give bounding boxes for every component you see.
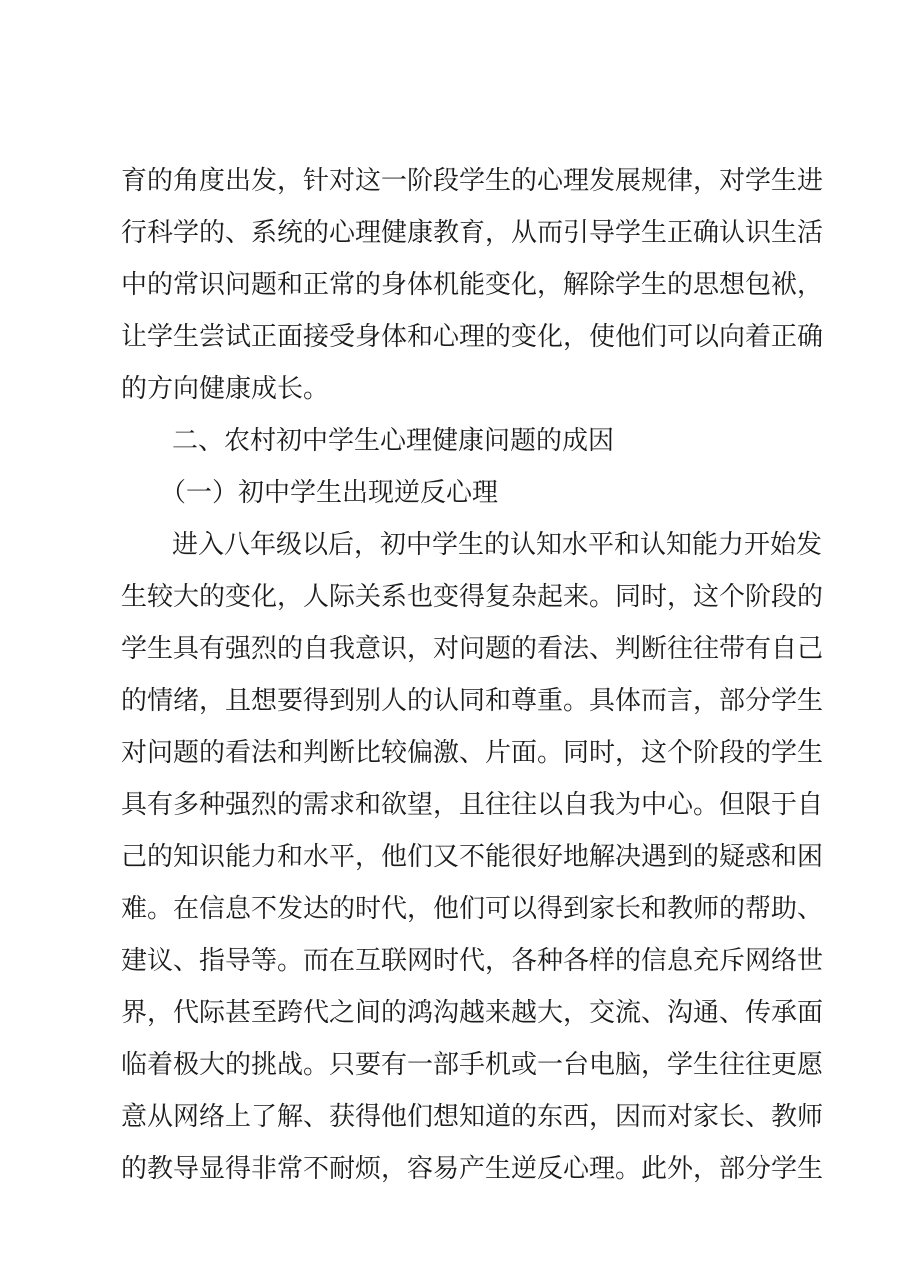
paragraph-line: 己的知识能力和水平，他们又不能很好地解决遇到的疑惑和困	[121, 842, 824, 872]
paragraph-line: 难。在信息不发达的时代，他们可以得到家长和教师的帮助、	[121, 894, 824, 924]
paragraph-line: 中的常识问题和正常的身体机能变化，解除学生的思想包袱，	[121, 270, 824, 300]
paragraph-line: 意从网络上了解、获得他们想知道的东西，因而对家长、教师	[121, 1102, 824, 1132]
paragraph-line: 对问题的看法和判断比较偏激、片面。同时，这个阶段的学生	[121, 738, 824, 768]
paragraph-line: 临着极大的挑战。只要有一部手机或一台电脑，学生往往更愿	[121, 1050, 824, 1080]
paragraph-line: 的方向健康成长。	[121, 374, 330, 404]
paragraph-line: 界，代际甚至跨代之间的鸿沟越来越大，交流、沟通、传承面	[121, 998, 824, 1028]
paragraph-line: 的情绪，且想要得到别人的认同和尊重。具体而言，部分学生	[121, 686, 824, 716]
paragraph-line: 行科学的、系统的心理健康教育，从而引导学生正确认识生活	[121, 218, 824, 248]
paragraph-line: 生较大的变化，人际关系也变得复杂起来。同时，这个阶段的	[121, 582, 824, 612]
paragraph-line: 的教导显得非常不耐烦，容易产生逆反心理。此外，部分学生	[121, 1154, 824, 1184]
paragraph-line: 进入八年级以后，初中学生的认知水平和认知能力开始发	[172, 530, 823, 560]
paragraph-line: 学生具有强烈的自我意识，对问题的看法、判断往往带有自己	[121, 634, 824, 664]
section-heading: 二、农村初中学生心理健康问题的成因	[172, 426, 615, 456]
subsection-heading: （一）初中学生出现逆反心理	[160, 478, 499, 508]
paragraph-line: 具有多种强烈的需求和欲望，且往往以自我为中心。但限于自	[121, 790, 824, 820]
paragraph-line: 让学生尝试正面接受身体和心理的变化，使他们可以向着正确	[121, 322, 824, 352]
paragraph-line: 建议、指导等。而在互联网时代，各种各样的信息充斥网络世	[121, 946, 824, 976]
paragraph-line: 育的角度出发，针对这一阶段学生的心理发展规律，对学生进	[121, 166, 824, 196]
